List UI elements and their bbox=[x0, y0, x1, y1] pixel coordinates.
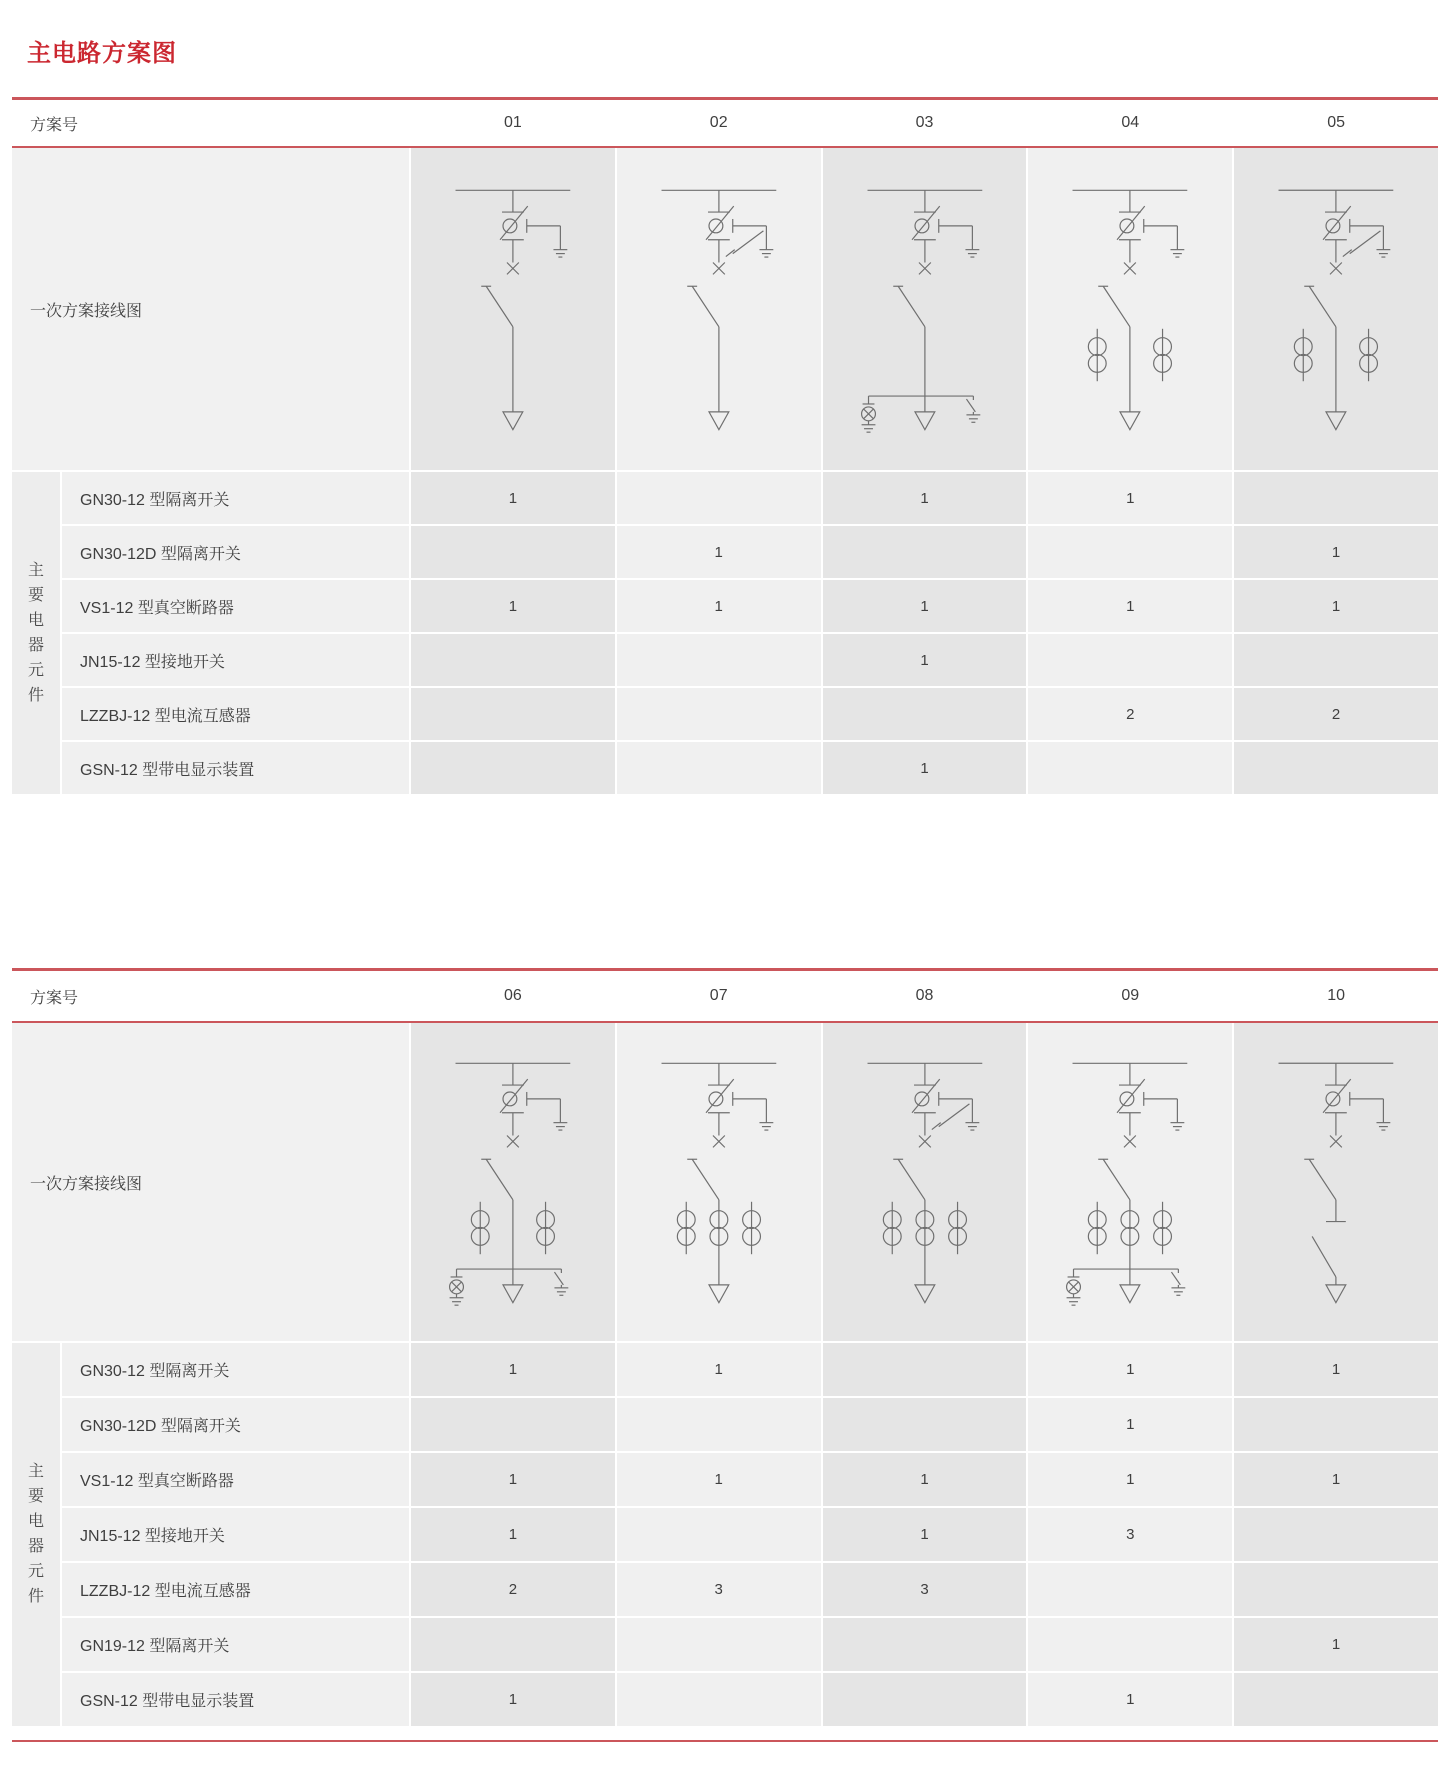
scheme-number-header-row bbox=[12, 100, 1438, 146]
count-cell: 3 bbox=[617, 1563, 821, 1616]
component-count-grid bbox=[12, 472, 1438, 794]
diagram-cell-04 bbox=[1028, 148, 1232, 470]
scheme-number-04: 04 bbox=[1121, 114, 1140, 131]
count-cell bbox=[1234, 742, 1438, 794]
component-name: GN30-12D 型隔离开关 bbox=[62, 526, 409, 578]
component-name: GN30-12 型隔离开关 bbox=[62, 472, 409, 524]
count-cell bbox=[1234, 472, 1438, 524]
count-cell: 1 bbox=[411, 472, 615, 524]
scheme-number-01: 01 bbox=[504, 114, 522, 131]
diagram-cell-05 bbox=[1234, 148, 1438, 470]
component-name: JN15-12 型接地开关 bbox=[62, 634, 409, 686]
count-cell bbox=[1234, 634, 1438, 686]
diagram-cell-07 bbox=[617, 1023, 821, 1341]
count-cell: 1 bbox=[823, 580, 1027, 632]
wiring-diagram-02 bbox=[617, 148, 821, 470]
count-cell: 1 bbox=[411, 580, 615, 632]
count-cell: 1 bbox=[823, 472, 1027, 524]
scheme-number-07: 07 bbox=[709, 987, 728, 1004]
count-cell bbox=[617, 1398, 821, 1451]
count-cell: 1 bbox=[823, 742, 1027, 794]
count-cell: 2 bbox=[411, 1563, 615, 1616]
count-cell bbox=[823, 526, 1027, 578]
side-label-char: 电 bbox=[27, 611, 44, 629]
count-cell: 1 bbox=[1234, 1343, 1438, 1396]
count-cell: 1 bbox=[411, 1673, 615, 1726]
count-cell bbox=[1028, 742, 1232, 794]
diagram-row bbox=[12, 1023, 1438, 1341]
count-cell: 3 bbox=[1028, 1508, 1232, 1561]
count-cell: 1 bbox=[823, 1508, 1027, 1561]
count-cell bbox=[1028, 526, 1232, 578]
component-name: GN30-12D 型隔离开关 bbox=[62, 1398, 409, 1451]
count-cell bbox=[411, 526, 615, 578]
component-name: GSN-12 型带电显示装置 bbox=[62, 1673, 409, 1726]
main-components-side-label bbox=[12, 1343, 60, 1726]
scheme-number-05: 05 bbox=[1327, 114, 1345, 131]
count-cell: 1 bbox=[1234, 1618, 1438, 1671]
scheme-number-label: 方案号 bbox=[30, 116, 79, 134]
component-name: GN19-12 型隔离开关 bbox=[62, 1618, 409, 1671]
side-label-char: 要 bbox=[27, 1488, 44, 1505]
component-name: GSN-12 型带电显示装置 bbox=[62, 742, 409, 794]
count-cell: 1 bbox=[411, 1453, 615, 1506]
side-label-char: 器 bbox=[27, 636, 44, 654]
side-label-char: 电 bbox=[27, 1513, 44, 1530]
diagram-cell-06 bbox=[411, 1023, 615, 1341]
diagram-cell-02 bbox=[617, 148, 821, 470]
scheme-table-01-05 bbox=[12, 97, 1438, 794]
count-cell: 2 bbox=[1028, 688, 1232, 740]
side-label-char: 件 bbox=[27, 1588, 44, 1605]
count-cell bbox=[411, 1398, 615, 1451]
scheme-table-06-10 bbox=[12, 968, 1438, 1742]
count-cell bbox=[411, 742, 615, 794]
count-cell: 1 bbox=[617, 1343, 821, 1396]
count-cell: 1 bbox=[617, 1453, 821, 1506]
side-label-char: 元 bbox=[27, 661, 44, 679]
count-cell: 1 bbox=[1028, 580, 1232, 632]
scheme-number-label: 方案号 bbox=[30, 989, 79, 1007]
count-cell: 1 bbox=[617, 526, 821, 578]
wiring-diagram-03 bbox=[823, 148, 1027, 470]
count-cell bbox=[823, 1673, 1027, 1726]
diagram-cell-09 bbox=[1028, 1023, 1232, 1341]
count-cell: 1 bbox=[823, 634, 1027, 686]
component-name: GN30-12 型隔离开关 bbox=[62, 1343, 409, 1396]
count-cell bbox=[1028, 1618, 1232, 1671]
count-cell bbox=[1028, 634, 1232, 686]
wiring-diagram-10 bbox=[1234, 1023, 1438, 1341]
scheme-number-06: 06 bbox=[504, 987, 522, 1004]
count-cell: 1 bbox=[823, 1453, 1027, 1506]
diagram-cell-10 bbox=[1234, 1023, 1438, 1341]
table-bottom-rule bbox=[12, 1740, 1438, 1742]
side-label-char: 器 bbox=[27, 1538, 44, 1555]
count-cell bbox=[411, 688, 615, 740]
side-label-char: 要 bbox=[27, 586, 44, 604]
primary-diagram-label: 一次方案接线图 bbox=[12, 1023, 409, 1341]
count-cell bbox=[617, 742, 821, 794]
page-title: 主电路方案图 bbox=[27, 40, 177, 67]
component-name: JN15-12 型接地开关 bbox=[62, 1508, 409, 1561]
count-cell bbox=[617, 1673, 821, 1726]
count-cell: 1 bbox=[1028, 1453, 1232, 1506]
component-count-grid bbox=[12, 1343, 1438, 1726]
count-cell bbox=[617, 1618, 821, 1671]
count-cell bbox=[1234, 1508, 1438, 1561]
count-cell bbox=[617, 634, 821, 686]
diagram-row bbox=[12, 148, 1438, 470]
component-name: VS1-12 型真空断路器 bbox=[62, 580, 409, 632]
side-label-char: 主 bbox=[27, 1463, 44, 1480]
diagram-cell-08 bbox=[823, 1023, 1027, 1341]
wiring-diagram-07 bbox=[617, 1023, 821, 1341]
wiring-diagram-04 bbox=[1028, 148, 1232, 470]
count-cell: 3 bbox=[823, 1563, 1027, 1616]
count-cell: 1 bbox=[411, 1343, 615, 1396]
count-cell: 1 bbox=[1234, 1453, 1438, 1506]
wiring-diagram-08 bbox=[823, 1023, 1027, 1341]
component-name: VS1-12 型真空断路器 bbox=[62, 1453, 409, 1506]
count-cell bbox=[1028, 1563, 1232, 1616]
count-cell bbox=[617, 688, 821, 740]
scheme-number-08: 08 bbox=[915, 987, 934, 1004]
count-cell bbox=[1234, 1398, 1438, 1451]
count-cell: 2 bbox=[1234, 688, 1438, 740]
component-name: LZZBJ-12 型电流互感器 bbox=[62, 1563, 409, 1616]
count-cell bbox=[823, 1343, 1027, 1396]
diagram-cell-03 bbox=[823, 148, 1027, 470]
count-cell: 1 bbox=[1028, 472, 1232, 524]
count-cell bbox=[823, 688, 1027, 740]
diagram-cell-01 bbox=[411, 148, 615, 470]
scheme-number-03: 03 bbox=[915, 114, 934, 131]
primary-diagram-label: 一次方案接线图 bbox=[12, 148, 409, 470]
count-cell bbox=[823, 1398, 1027, 1451]
count-cell: 1 bbox=[1028, 1398, 1232, 1451]
scheme-number-header-row bbox=[12, 971, 1438, 1021]
count-cell: 1 bbox=[1028, 1343, 1232, 1396]
count-cell bbox=[1234, 1673, 1438, 1726]
side-label-char: 主 bbox=[27, 561, 44, 579]
wiring-diagram-06 bbox=[411, 1023, 615, 1341]
count-cell bbox=[411, 1618, 615, 1671]
count-cell: 1 bbox=[1028, 1673, 1232, 1726]
component-name: LZZBJ-12 型电流互感器 bbox=[62, 688, 409, 740]
scheme-number-10: 10 bbox=[1327, 987, 1345, 1004]
count-cell bbox=[1234, 1563, 1438, 1616]
count-cell: 1 bbox=[1234, 580, 1438, 632]
side-label-char: 元 bbox=[27, 1563, 44, 1580]
wiring-diagram-01 bbox=[411, 148, 615, 470]
side-label-char: 件 bbox=[27, 686, 44, 704]
main-components-side-label bbox=[12, 472, 60, 794]
scheme-number-09: 09 bbox=[1121, 987, 1140, 1004]
wiring-diagram-09 bbox=[1028, 1023, 1232, 1341]
wiring-diagram-05 bbox=[1234, 148, 1438, 470]
count-cell bbox=[617, 1508, 821, 1561]
count-cell bbox=[617, 472, 821, 524]
scheme-number-02: 02 bbox=[709, 114, 728, 131]
count-cell: 1 bbox=[411, 1508, 615, 1561]
count-cell bbox=[411, 634, 615, 686]
count-cell: 1 bbox=[617, 580, 821, 632]
count-cell bbox=[823, 1618, 1027, 1671]
count-cell: 1 bbox=[1234, 526, 1438, 578]
